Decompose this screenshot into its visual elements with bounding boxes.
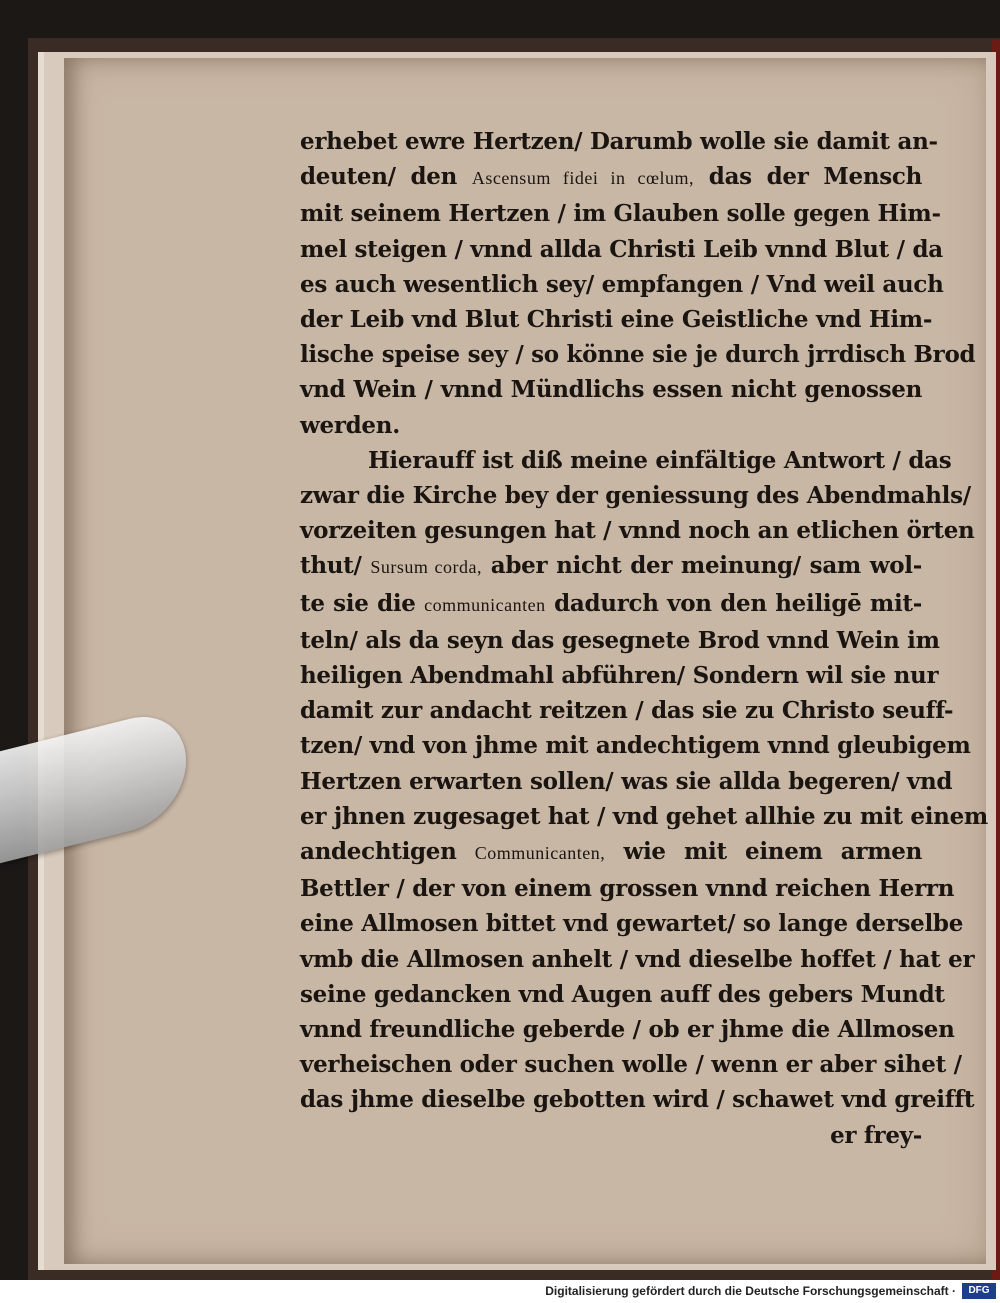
text-line: Hierauff ist diß meine einfältige Antwort / das [368,446,952,474]
text-line: vnd Wein / vnnd Mündlichs essen nicht genossen [300,376,922,404]
text-line: mel steigen / vnnd allda Christi Leib vnnd Blut / da [300,235,943,263]
text-line: verheischen oder suchen wolle / wenn er aber sihet / [300,1051,962,1079]
footer-bar [0,1280,1000,1303]
text-line: teln/ als da seyn das gesegnete Brod vnnd Wein im [300,626,940,654]
text-line: seine gedancken vnd Augen auff des gebers Mundt [300,980,945,1008]
text-line: lische speise sey / so könne sie je durch jrrdisch Brod [300,341,976,369]
text-line: vmb die Allmosen anhelt / vnd dieselbe hoffet / hat er [300,945,975,973]
text-line: zwar die Kirche bey der geniessung des Abendmahls/ [300,482,971,510]
latin-term: Sursum corda, [370,557,482,578]
text-line: Hertzen erwarten sollen/ was sie allda begeren/ vnd [300,767,953,795]
footer-credit: Digitalisierung gefördert durch die Deutsche Forschungsgemeinschaft · [545,1284,956,1298]
text-line: es auch wesentlich sey/ empfangen / Vnd weil auch [300,270,944,298]
text-line: tzen/ vnd von jhme mit andechtigem vnnd gleubigem [300,732,971,760]
latin-term: Communicanten, [474,843,606,864]
text-line: damit zur andacht reitzen / das sie zu Christo seuff- [300,697,954,725]
latin-term: Ascensum fidei in cœlum, [471,168,695,189]
text-line: er frey- [830,1121,922,1149]
page-text [300,124,988,1153]
latin-term: communicanten [424,594,546,615]
text-line: Bettler / der von einem grossen vnnd reichen Herrn [300,875,955,903]
text-line: erhebet ewre Hertzen/ Darumb wolle sie damit an- [300,128,938,155]
text-line: mit seinem Hertzen / im Glauben solle gegen Him- [300,200,941,228]
text-line: werden. [300,411,400,439]
text-line: heiligen Abendmahl abführen/ Sondern wil sie nur [300,662,939,690]
text-line: te sie die communicanten dadurch von den heiligē mit- [300,589,922,617]
text-line: andechtigen Communicanten, wie mit einem armen [300,838,922,866]
text-line: vorzeiten gesungen hat / vnnd noch an etlichen örten [300,517,975,545]
text-line: eine Allmosen bittet vnd gewartet/ so lange derselbe [300,910,964,938]
text-line: thut/ Sursum corda, aber nicht der meinung/ sam wol- [300,552,922,580]
text-line: deuten/ den Ascensum fidei in cœlum, das der Mensch [300,163,923,191]
dfg-logo: DFG [962,1283,996,1299]
text-line: der Leib vnd Blut Christi eine Geistliche vnd Him- [300,306,933,334]
text-line: er jhnen zugesaget hat / vnd gehet allhie zu mit einem [300,802,988,830]
text-line: vnnd freundliche geberde / ob er jhme die Allmosen [300,1016,955,1044]
text-line: das jhme dieselbe gebotten wird / schawet vnd greifft [300,1086,975,1114]
